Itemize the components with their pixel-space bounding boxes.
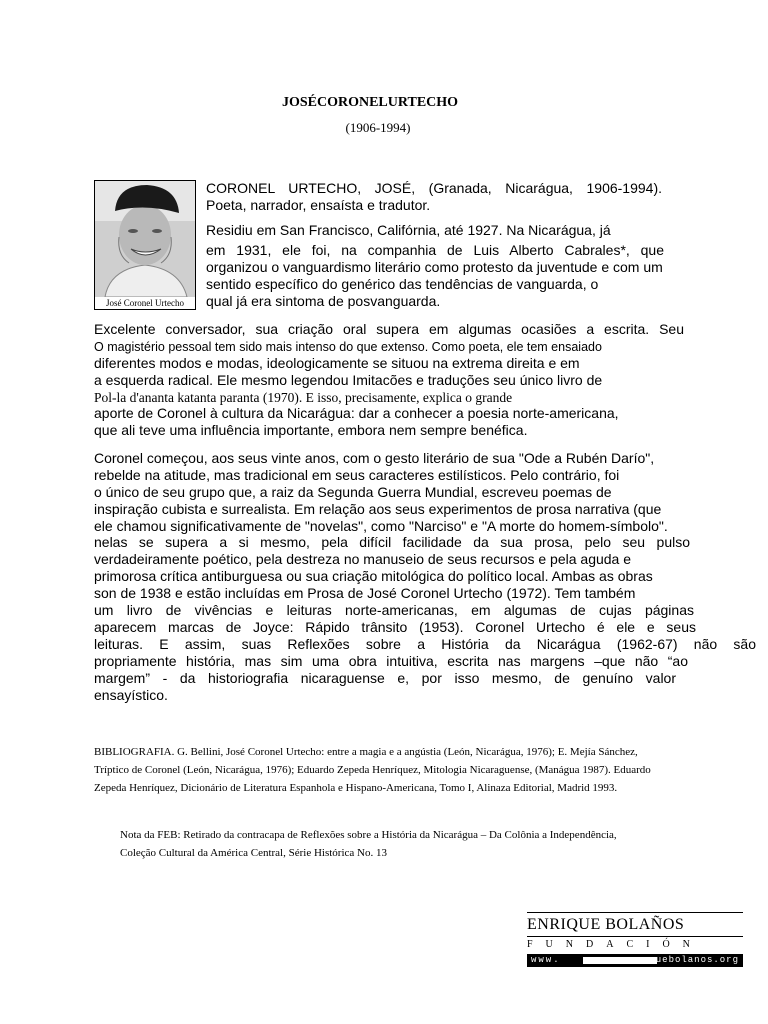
paragraph-line: propriamente história, mas sim uma obra intuitiva, escrita nas margens –que não “ao [94,653,688,669]
paragraph-line: son de 1938 e estão incluídas em Prosa de José Coronel Urtecho (1972). Tem também [94,585,636,601]
bibliography: BIBLIOGRAFIA. G. Bellini, José Coronel Urtecho: entre a magia e a angústia (León, Nicarágua, 1976); E. Mejía Sánchez, Tríptico de Coronel (León, Nicarágua, 1976); Eduardo Zepeda Henríquez, Mitologia Nicaraguense, (Manágua 1987). Eduardo Zepeda Henríquez, Dicionário de Literatura Espanhola e Hispano-Americana, Tomo I, Alinaza Editorial, Madrid 1993. [94,746,651,794]
intro-line: qual já era sintoma de posvanguarda. [206,293,441,309]
paragraph-line: um livro de vivências e leituras norte-americanas, em algumas de cujas páginas [94,602,694,618]
page-title: JOSÉCORONELURTECHO [281,95,459,110]
paragraph-line: rebelde na atitude, mas tradicional em seus caracteres estilísticos. Pelo contrário, foi [94,467,620,483]
paragraph-line: diferentes modos e modas, ideologicamente se situou na extrema direita e em [94,355,580,371]
portrait-photo [94,180,196,310]
paragraph-line: primorosa crítica antiburguesa ou sua criação mitológica do político local. Ambas as obras [94,568,653,584]
paragraph-line: o único de seu grupo que, a raiz da Segunda Guerra Mundial, escreveu poemas de [94,484,612,500]
photo-caption: José Coronel Urtecho [95,297,195,309]
logo-name: ENRIQUE BOLAÑOS [527,916,685,933]
logo-word: FUNDACIÓN [527,939,703,950]
intro-line: Residiu em San Francisco, Califórnia, até 1927. Na Nicarágua, já [206,222,611,238]
intro-line: organizou o vanguardismo literário como protesto da juventude e com um [206,259,663,275]
paragraph-line: Excelente conversador, sua criação oral supera em algumas ocasiões a escrita. Seu [94,321,684,337]
paragraph-line: leituras. E assim, suas Reflexões sobre a História da Nicarágua (1962-67) não são [94,636,756,652]
paragraph-line: aporte de Coronel à cultura da Nicarágua: dar a conhecer a poesia norte-americana, [94,405,619,421]
source-note: Nota da FEB: Retirado da contracapa de Reflexões sobre a História da Nicarágua – Da Colônia a Independência, Coleção Cultural da América Central, Série Histórica No. 13 [120,829,617,859]
intro-line: Poeta, narrador, ensaísta e tradutor. [206,197,431,213]
life-dates: (1906-1994) [345,120,411,135]
paragraph-line: margem” - da historiografia nicaraguense e, por isso mesmo, de genuíno valor [94,670,676,686]
paragraph-line: Coronel começou, aos seus vinte anos, com o gesto literário de sua "Ode a Rubén Darío", [94,450,655,466]
logo-top-rule [527,912,743,913]
logo-url-bar [527,954,743,967]
paragraph-line: que ali teve uma influência importante, embora nem sempre benéfica. [94,422,528,438]
paragraph-line: ele chamou significativamente de "novelas", como "Narciso" e "A morte do homem-símbolo". [94,518,668,534]
paragraph-line: aparecem marcas de Joyce: Rápido trânsito (1953). Coronel Urtecho é ele e seus [94,619,696,635]
paragraph-line: ensayístico. [94,687,168,703]
paragraph-line: inspiração cubista e surrealista. Em relação aos seus experimentos de prosa narrativa (que [94,501,662,517]
paragraph-line: a esquerda radical. Ele mesmo legendou Imitacões e traduções seu único livro de [94,372,603,388]
portrait-image [95,181,195,297]
intro-line: sentido específico do genérico das tendências de vanguarda, o [206,276,599,292]
paragraph-line: Pol-la d'ananta katanta paranta (1970). E isso, precisamente, explica o grande [94,390,513,405]
intro-line: em 1931, ele foi, na companhia de Luis Alberto Cabrales*, que [206,242,664,258]
logo-url-left: www. [531,955,561,965]
paragraph-line: nelas se supera a si mesmo, pela difícil facilidade da sua prosa, pelo seu pulso [94,534,690,550]
paragraph-line: O magistério pessoal tem sido mais intenso do que extenso. Como poeta, ele tem ensaiado [94,340,602,354]
fundacion-logo [527,912,743,968]
logo-url-field [583,957,657,964]
logo-url-right: quebolanos.org [649,955,739,965]
paragraph-line: verdadeiramente poético, pela destreza no manuseio de seus recursos e pela aguda e [94,551,632,567]
intro-line: CORONEL URTECHO, JOSÉ, (Granada, Nicarágua, 1906-1994). [206,180,662,196]
logo-mid-rule [527,936,743,937]
